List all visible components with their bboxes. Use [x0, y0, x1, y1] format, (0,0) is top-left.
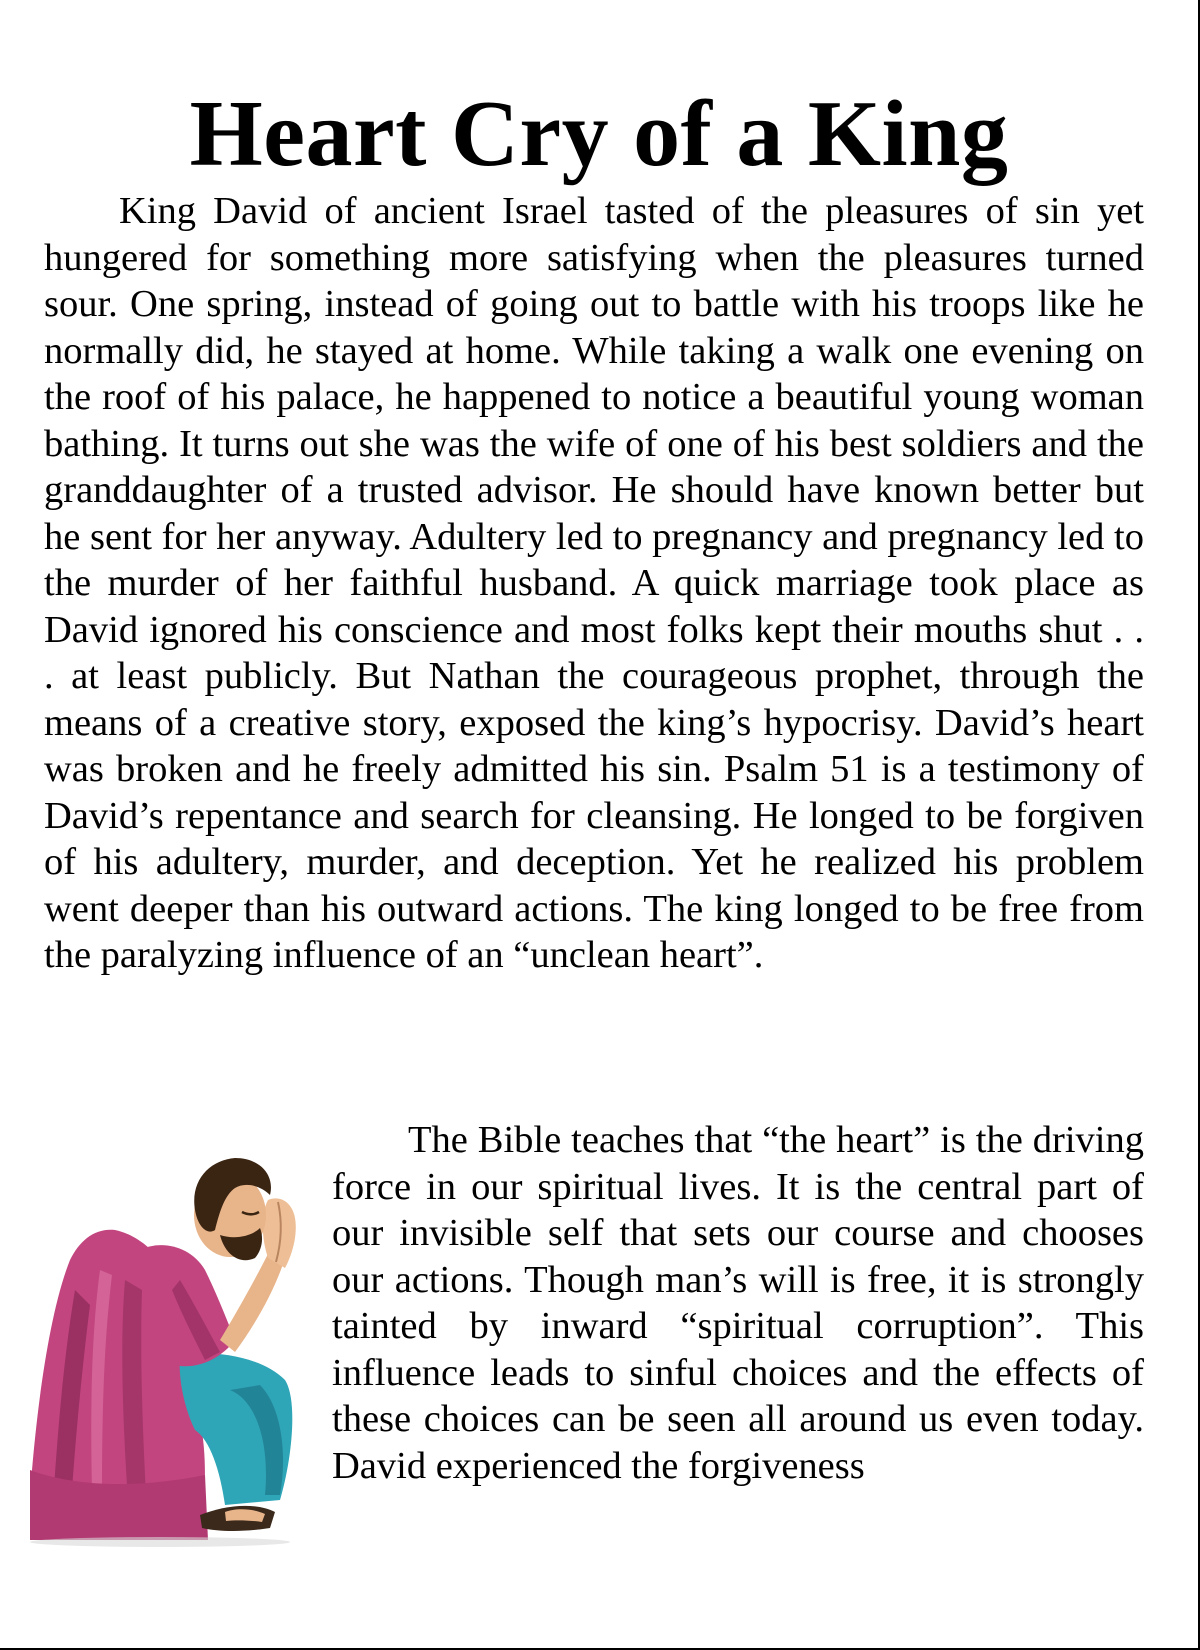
praying-figure-icon	[30, 1140, 315, 1550]
forearm	[220, 1250, 285, 1352]
body-paragraph-1: King David of ancient Israel tasted of the pleasures of sin yet hungered for something more satisfying when the pleasures turned sour. One spring, instead of going out to battle with his troops like he normally did, he stayed at home. While taking a walk one evening on the roof of his palace, he happened to notice a beautiful young woman bathing. It turns out she was the wife of one of his best soldiers and the granddaughter of a trusted advisor. He should have known better but he sent for her anyway. Adultery led to pregnancy and pregnancy led to the murder of her faithful husband. A quick marriage took place as David ignored his conscience and most folks kept their mouths shut . . . at least publicly. But Nathan the courageous prophet, through the means of a creative story, exposed the king’s hypocrisy. David’s heart was broken and he freely admitted his sin. Psalm 51 is a testimony of David’s repentance and search for cleansing. He longed to be forgiven of his adultery, murder, and deception. Yet he realized his problem went deeper than his outward actions. The king longed to be free from the paralyzing influence of an “unclean heart”.	[44, 190, 1144, 976]
ground-shadow	[30, 1537, 290, 1547]
body-paragraph-2: The Bible teaches that “the heart” is the driving force in our spiritual lives. It is the central part of our invisible self that sets our course and chooses our actions. Though man’s will is free, it is strongly tainted by inward “spiritual corruption”. This influence leads to sinful choices and the effects of these choices can be seen all around us even today. David experienced the forgiveness	[332, 1119, 1144, 1487]
kneeling-praying-man-illustration	[30, 1140, 315, 1550]
page-title: Heart Cry of a King	[189, 82, 1009, 186]
